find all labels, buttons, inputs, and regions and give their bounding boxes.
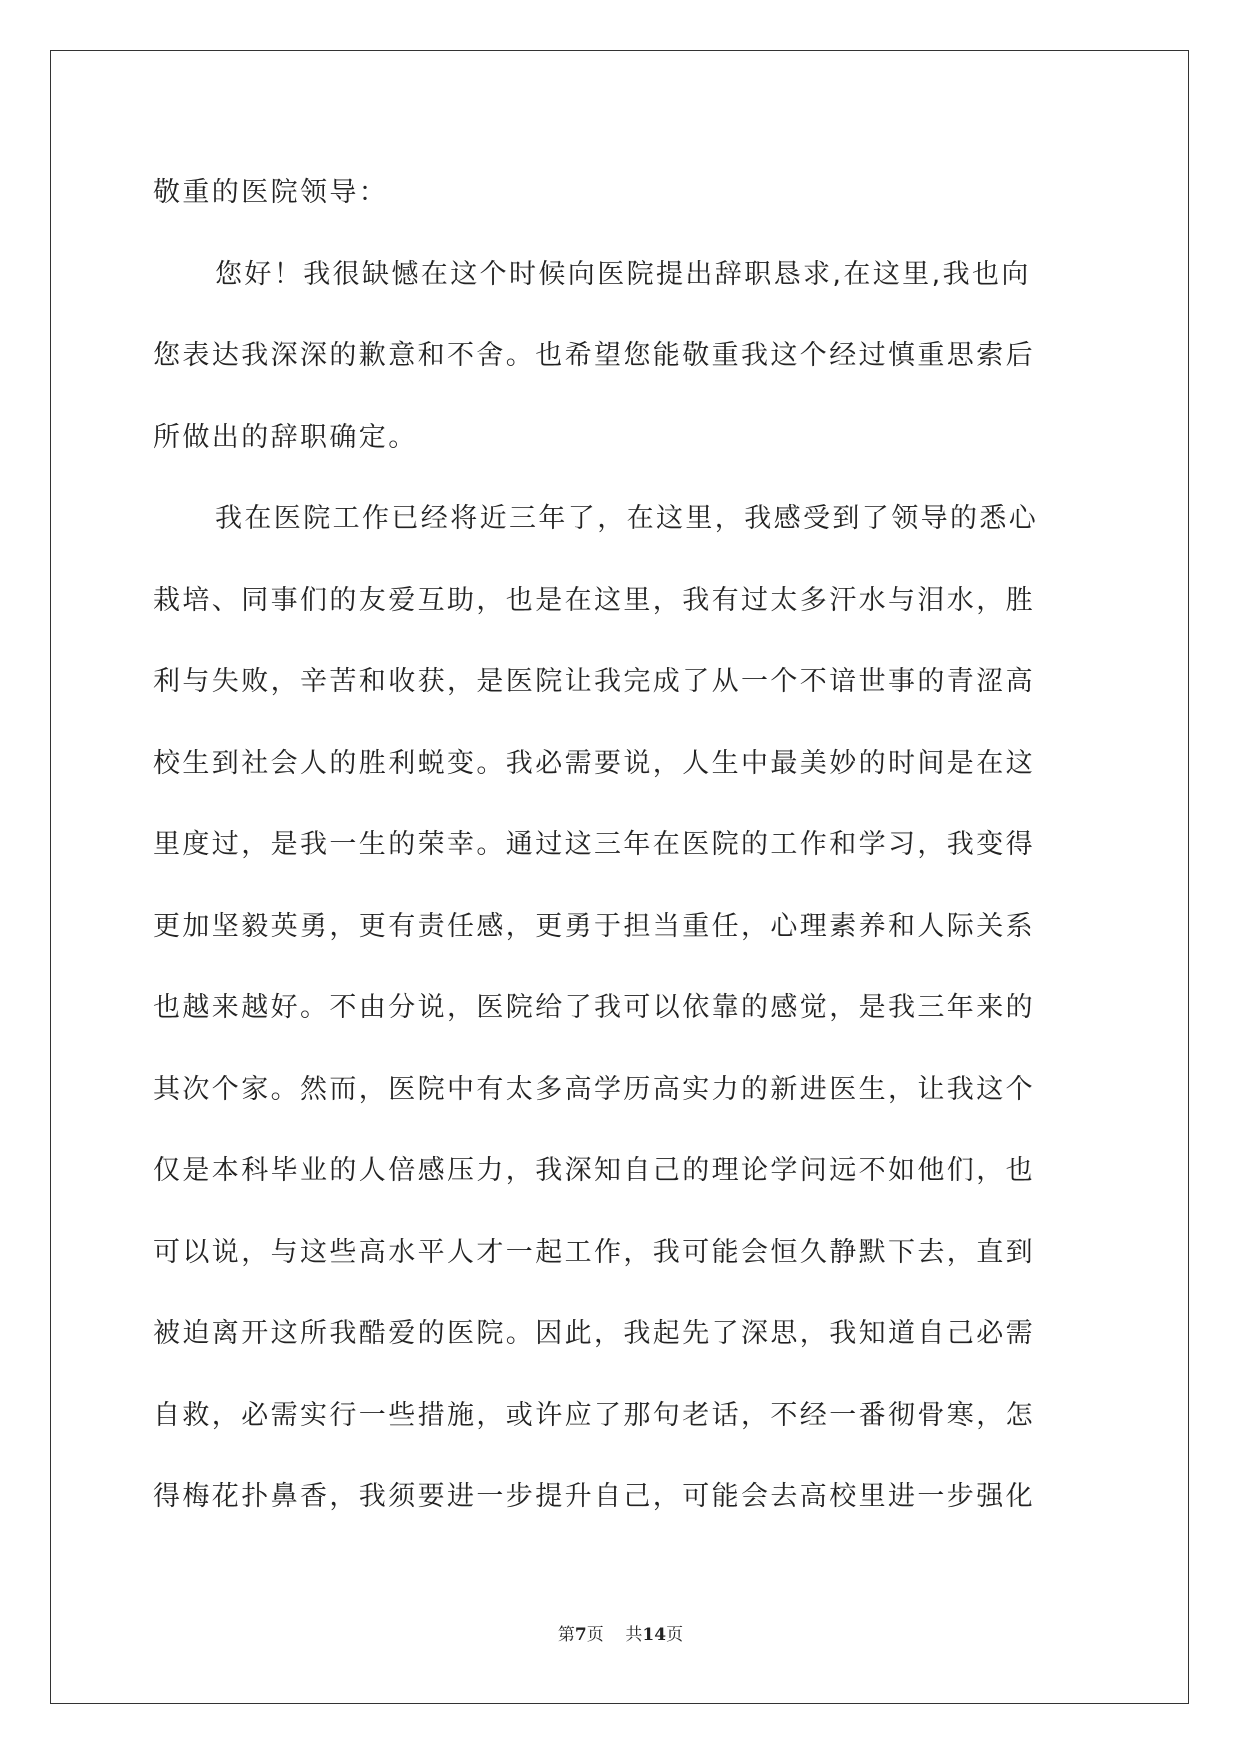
footer-total-pages: 14 (642, 1625, 667, 1645)
paragraph-2-line-5: 里度过，是我一生的荣幸。通过这三年在医院的工作和学习，我变得 (153, 829, 1035, 860)
paragraph-2-line-11: 被迫离开这所我酷爱的医院。因此，我起先了深思，我知道自己必需 (153, 1318, 1035, 1349)
paragraph-2-line-6: 更加坚毅英勇，更有责任感，更勇于担当重任，心理素养和人际关系 (153, 910, 1035, 942)
salutation: 敬重的医院领导： (153, 177, 389, 208)
paragraph-2-line-9: 仅是本科毕业的人倍感压力，我深知自己的理论学问远不如他们，也 (153, 1155, 1035, 1186)
footer-total-prefix: 共 (625, 1625, 643, 1645)
paragraph-1-line-3: 所做出的辞职确定。 (153, 421, 418, 453)
paragraph-2-line-2: 栽培、同事们的友爱互助，也是在这里，我有过太多汗水与泪水，胜 (153, 584, 1035, 616)
footer-prefix: 第 (557, 1625, 575, 1645)
paragraph-2-line-13: 得梅花扑鼻香，我须要进一步提升自己，可能会去高校里进一步强化 (153, 1481, 1035, 1512)
paragraph-1-line-1: 您好！我很缺憾在这个时候向医院提出辞职恳求,在这里,我也向 (215, 258, 1031, 290)
footer-total-word: 页 (666, 1625, 684, 1645)
footer-page-word: 页 (586, 1625, 604, 1645)
letter-body (153, 152, 1088, 1538)
paragraph-2-line-8: 其次个家。然而，医院中有太多高学历高实力的新进医生，让我这个 (153, 1073, 1035, 1105)
paragraph-2-line-12: 自救，必需实行一些措施，或许应了那句老话，不经一番彻骨寒，怎 (153, 1399, 1035, 1431)
paragraph-2-line-4: 校生到社会人的胜利蜕变。我必需要说，人生中最美妙的时间是在这 (153, 747, 1035, 779)
footer-page-number: 7 (574, 1625, 587, 1645)
page-footer (0, 1620, 1241, 1645)
paragraph-2-line-10: 可以说，与这些高水平人才一起工作，我可能会恒久静默下去，直到 (153, 1236, 1035, 1268)
paragraph-2-line-7: 也越来越好。不由分说，医院给了我可以依靠的感觉，是我三年来的 (153, 992, 1035, 1023)
paragraph-2-line-1: 我在医院工作已经将近三年了，在这里，我感受到了领导的悉心 (215, 503, 1039, 534)
paragraph-1-line-2: 您表达我深深的歉意和不舍。也希望您能敬重我这个经过慎重思索后 (153, 340, 1035, 371)
paragraph-2-line-3: 利与失败，辛苦和收获，是医院让我完成了从一个不谙世事的青涩高 (153, 666, 1035, 697)
